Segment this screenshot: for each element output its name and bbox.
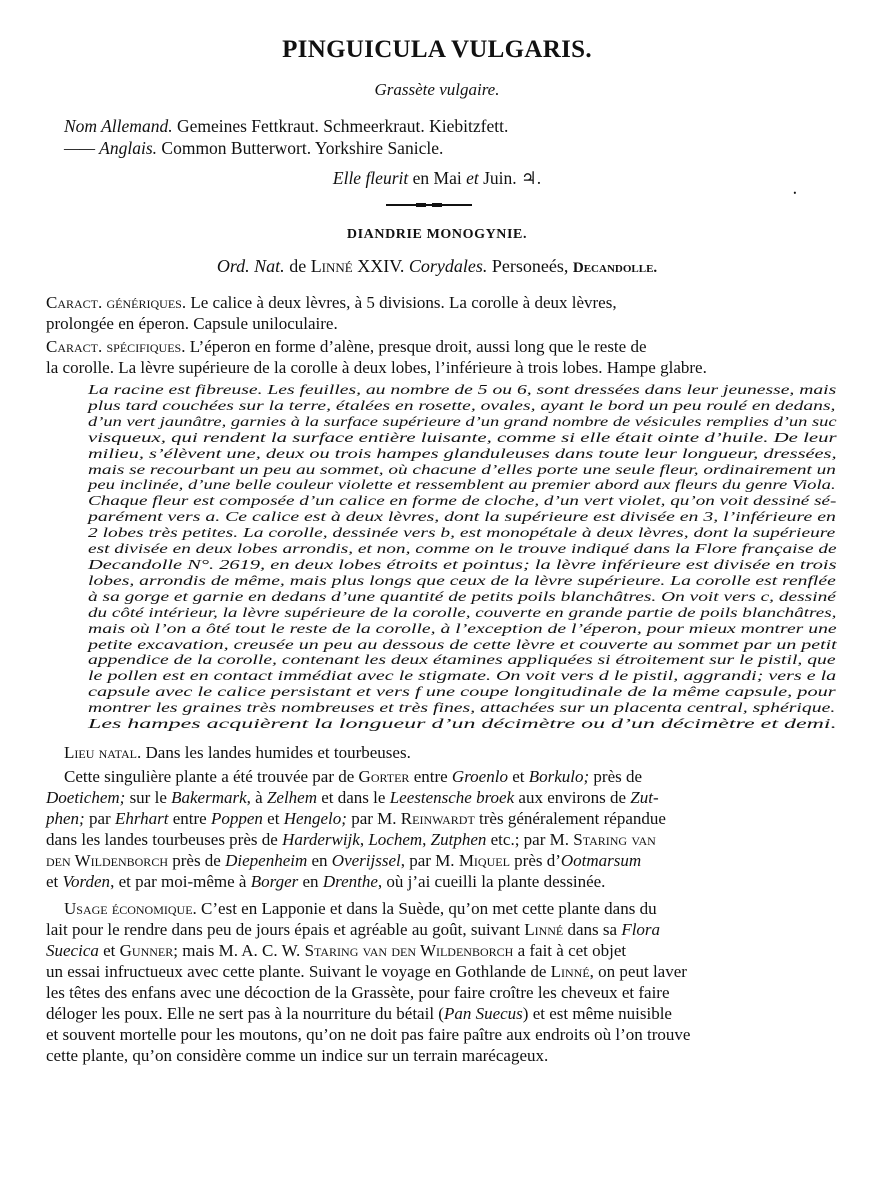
text-run: Caract. spécifiques. xyxy=(46,337,186,356)
text-run: Pan Suecus xyxy=(443,1004,523,1023)
plant-description xyxy=(88,382,837,732)
text-run: Borkulo; xyxy=(528,767,590,786)
text-run: la corolle. La lèvre supérieure de la corolle à deux lobes, l’inférieure à trois lobes. Hampe glabre. xyxy=(46,358,707,377)
text-run: Lochem xyxy=(368,830,423,849)
text-run: déloger les poux. Elle ne sert pas à la nourriture du bétail ( xyxy=(46,1004,444,1023)
text-run: , on peut laver xyxy=(589,962,687,981)
text-run: Harderwijk xyxy=(282,830,360,849)
text-run: et souvent mortelle pour les moutons, qu’on ne doit pas faire paître aux endroits où l’on trouve xyxy=(46,1025,691,1044)
text-run: Gorter xyxy=(358,767,410,786)
text-run: Linné xyxy=(524,920,564,939)
text-run: a fait à cet objet xyxy=(513,941,627,960)
text-run: par xyxy=(84,809,115,828)
text-run: en xyxy=(408,168,434,188)
text-run: C’est en Lapponie et dans la Suède, qu’on met cette plante dans du xyxy=(196,899,657,918)
localities xyxy=(46,766,666,892)
description-line: le pollen est en contact immédiat avec le stigmate. On voit vers d le pistil, aggrandi; vers e la xyxy=(88,668,837,684)
text-run: Lieu natal. xyxy=(64,743,142,762)
description-line: parément vers a. Ce calice est à deux lèvres, dont la supérieure est divisée en 3, l’inférieure en xyxy=(88,509,836,525)
description-line: mais se recourbant un peu au sommet, où chacune d’elles porte une seule fleur, ordinairement un xyxy=(88,461,836,477)
description-line: est divisée en deux lobes arrondis, et non, comme on le trouve indiqué dans la Flore française de xyxy=(88,541,837,557)
text-run: Staring van xyxy=(573,830,656,849)
text-run: en xyxy=(298,872,323,891)
text-run: , xyxy=(422,830,431,849)
description-line: mais où l’on a ôté tout le reste de la corolle, à l’exception de l’éperon, pour mieux montrer une xyxy=(88,620,837,636)
text-run: , et par moi-même à xyxy=(110,872,251,891)
text-run: entre xyxy=(168,809,211,828)
linnaean-class: DIANDRIE MONOGYNIE. xyxy=(346,227,528,242)
text-run: Drenthe xyxy=(322,872,378,891)
text-run: et xyxy=(98,941,120,960)
text-run: Elle fleurit xyxy=(332,168,409,188)
text-run: Suecica xyxy=(46,941,99,960)
text-run: , xyxy=(359,830,369,849)
text-run: Ootmarsum xyxy=(560,851,642,870)
text-run: sur le xyxy=(125,788,172,807)
ornamental-rule xyxy=(386,204,472,206)
text-run: ) et est même nuisible xyxy=(522,1004,672,1023)
text-run: près d’ xyxy=(509,851,561,870)
text-run: , par M. xyxy=(400,851,459,870)
text-run: par M. xyxy=(346,809,401,828)
text-run: Zutphen xyxy=(430,830,487,849)
description-line: Les hampes acquièrent la longueur d’un décimètre ou d’un décimètre et demi. xyxy=(88,716,837,732)
text-run: XXIV. xyxy=(352,256,409,276)
text-run: , à xyxy=(246,788,267,807)
text-run: Juin. ♃. xyxy=(483,168,542,188)
description-line: Chaque fleur est composée d’un calice en forme de cloche, d’un vert violet, qu’on voit dessiné sé- xyxy=(88,493,837,509)
german-names xyxy=(64,116,508,137)
text-run: dans sa xyxy=(563,920,622,939)
description-line: à sa gorge et garnie en dedans d’une quantité de petits poils blanchâtres. On voit vers c, dessiné xyxy=(88,588,836,604)
text-run: Leestensche broek xyxy=(389,788,515,807)
text-run: , où j’ai cueilli la plante dessinée. xyxy=(377,872,606,891)
text-run: près de xyxy=(167,851,226,870)
economic-use xyxy=(46,898,690,1066)
flowering-period xyxy=(0,168,874,189)
specific-characters xyxy=(46,336,846,378)
text-run: et xyxy=(507,767,529,786)
page-title: PINGUICULA VULGARIS. xyxy=(282,36,592,63)
text-run: Hengelo; xyxy=(283,809,347,828)
text-run: Ehrhart xyxy=(114,809,169,828)
text-run: Decandolle. xyxy=(572,260,658,276)
text-run: Linné xyxy=(310,256,353,276)
text-run: phen; xyxy=(46,809,85,828)
description-line: plus tard couchées sur la terre, étalées en rosette, ovales, ayant le bord un peu roulé en dedans, xyxy=(88,397,836,413)
text-run: et xyxy=(262,809,284,828)
text-run: Linné xyxy=(550,962,590,981)
description-line: d’un vert jaunâtre, garnies à la surface supérieure d’un grand nombre de vésicules remplies d’un suc xyxy=(88,413,837,429)
text-run: Poppen xyxy=(210,809,263,828)
text-run: Cette singulière plante a été trouvée par de xyxy=(64,767,359,786)
text-run: en xyxy=(307,851,332,870)
text-run: Ord. Nat. xyxy=(216,256,285,276)
text-run: Corydales. xyxy=(408,256,488,276)
text-run: L’éperon en forme d’alène, presque droit, aussi long que le reste de xyxy=(185,337,647,356)
text-run: Zelhem xyxy=(266,788,317,807)
text-run: cette plante, qu’on considère comme un indice sur un terrain marécageux. xyxy=(46,1046,549,1065)
text-run: Nom Allemand. xyxy=(64,116,173,136)
text-run: lait pour le rendre dans peu de jours épais et agréable au goût, suivant xyxy=(46,920,525,939)
text-run: Groenlo xyxy=(451,767,508,786)
description-line: 2 lobes très petites. La corolle, dessinée vers b, est monopétale à deux lèvres, dont la supérieure xyxy=(88,525,836,541)
text-run: de xyxy=(284,256,311,276)
description-line: La racine est fibreuse. Les feuilles, au nombre de 5 ou 6, sont dressées dans leur jeunesse, mais xyxy=(88,382,837,397)
text-run: etc.; par M. xyxy=(486,830,574,849)
text-run: Personeés, xyxy=(487,256,573,276)
text-run: un essai infructueux avec cette plante. Suivant le voyage en Gothlande de xyxy=(46,962,551,981)
text-run: Caract. génériques. xyxy=(46,293,187,312)
description-line: petite excavation, creusée un peu au dessous de cette lèvre et couverte au sommet par un petit xyxy=(88,636,837,652)
text-run: Flora xyxy=(621,920,661,939)
text-run: —— Anglais. xyxy=(64,138,158,158)
text-run: Usage économique. xyxy=(64,899,197,918)
text-run: Bakermark xyxy=(171,788,247,807)
print-speck: ꞏ xyxy=(793,186,797,200)
text-run: les têtes des enfans avec une décoction de la Grassète, pour faire croître les cheveux et faire xyxy=(46,983,670,1002)
description-line: du côté intérieur, la lèvre supérieure de la corolle, couverte en grande partie de poils blanchâtres, xyxy=(88,604,837,620)
text-run: Vorden xyxy=(62,872,111,891)
text-run: Zut- xyxy=(630,788,659,807)
description-line: capsule avec le calice persistant et vers f une coupe longitudinale de la même capsule, pour xyxy=(88,684,836,700)
description-line: lobes, arrondis de même, mais plus longs que ceux de la lèvre supérieure. La corolle est renflée xyxy=(88,572,836,588)
text-run: près de xyxy=(589,767,643,786)
description-line: appendice de la corolle, contenant les deux étamines appliquées si étroitement sur le pistil, que xyxy=(88,652,836,668)
text-run: dans les landes tourbeuses près de xyxy=(46,830,283,849)
description-line: peu inclinée, d’une belle couleur violette et ressemblent au premier abord aux fleurs du genre Viola. xyxy=(88,477,836,493)
text-run: Overijssel xyxy=(331,851,401,870)
text-run: très généralement répandue xyxy=(474,809,666,828)
english-names xyxy=(64,138,443,159)
text-run: Common Butterwort. Yorkshire Sanicle. xyxy=(161,138,444,158)
text-run: Gemeines Fettkraut. Schmeerkraut. Kiebitzfett. xyxy=(176,116,509,136)
text-run: den Wildenborch xyxy=(46,851,168,870)
text-run: aux environs de xyxy=(514,788,631,807)
description-line: montrer les graines très nombreuses et très fines, attachées sur un placenta central, sphérique. xyxy=(88,700,836,716)
description-line: Decandolle N°. 2619, en deux lobes étroits et pointus; la lèvre inférieure est divisée en trois xyxy=(88,556,837,572)
habitat xyxy=(64,742,411,763)
text-run: Dans les landes humides et tourbeuses. xyxy=(141,743,411,762)
text-run: Diepenheim xyxy=(225,851,308,870)
text-run: ; mais M. A. C. W. xyxy=(173,941,305,960)
text-run: et xyxy=(461,168,484,188)
text-run: Reinwardt xyxy=(400,809,475,828)
natural-order xyxy=(0,256,874,277)
text-run: Mai xyxy=(433,168,462,188)
text-run: et dans le xyxy=(316,788,390,807)
text-run: et xyxy=(46,872,63,891)
generic-characters xyxy=(46,292,846,334)
description-line: visqueux, qui rendent la surface entière luisante, comme si elle était ointe d’huile. De leur xyxy=(88,429,837,445)
text-run: Doetichem; xyxy=(46,788,126,807)
french-name: Grassète vulgaire. xyxy=(374,80,500,99)
text-run: Staring van den Wildenborch xyxy=(304,941,514,960)
text-run: Le calice à deux lèvres, à 5 divisions. La corolle à deux lèvres, xyxy=(186,293,617,312)
description-line: milieu, s’élèvent une, deux ou trois hampes glanduleuses dans toute leur longueur, dressées, xyxy=(88,445,837,461)
text-run: Gunner xyxy=(119,941,174,960)
text-run: entre xyxy=(409,767,452,786)
text-run: prolongée en éperon. Capsule uniloculaire. xyxy=(46,314,338,333)
text-run: Miquel xyxy=(458,851,510,870)
text-run: Borger xyxy=(250,872,299,891)
